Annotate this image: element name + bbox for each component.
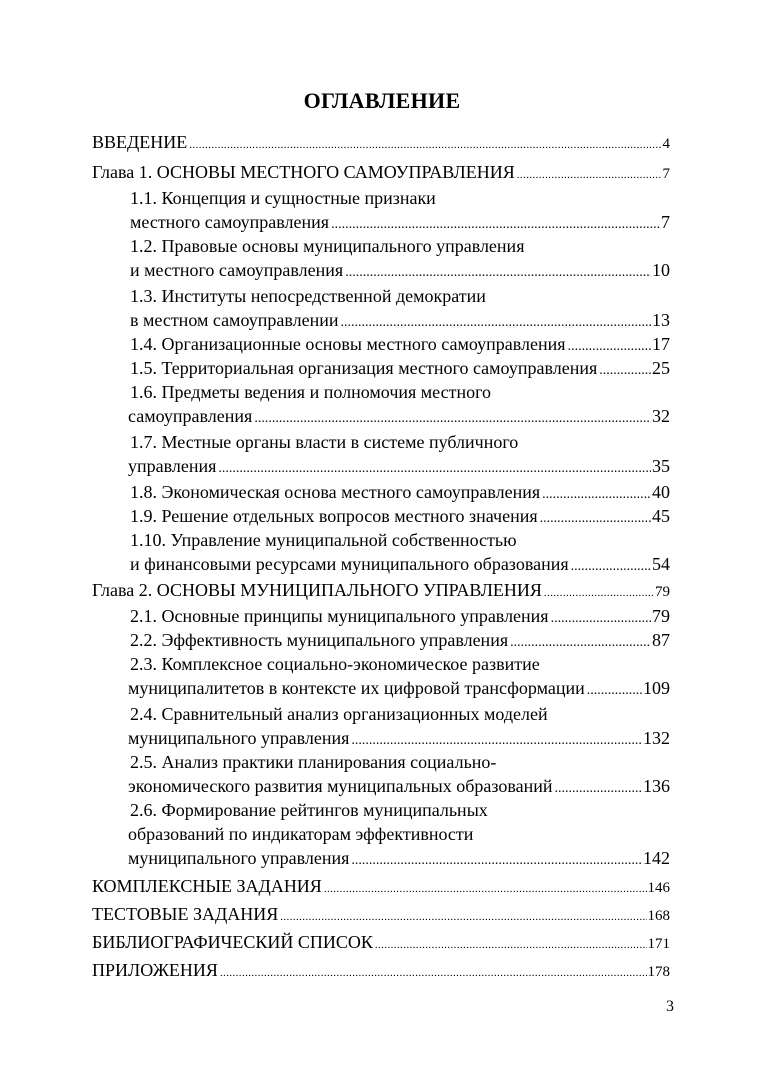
toc-entry-1-6[interactable]	[130, 380, 670, 404]
dot-leader	[189, 133, 661, 157]
toc-entry-2-6[interactable]	[130, 798, 670, 822]
toc-entry-text: 1.1. Концепция и сущностные признаки	[130, 188, 436, 208]
toc-entry-chapter-1[interactable]	[92, 160, 670, 184]
dot-leader	[218, 457, 651, 481]
dot-leader	[324, 877, 647, 901]
toc-entry-1-3[interactable]	[130, 284, 670, 332]
toc-page-number: 171	[647, 936, 670, 952]
toc-page-number: 32	[652, 406, 670, 426]
toc-entry-1-7[interactable]	[130, 430, 670, 454]
toc-entry-1-7-cont[interactable]	[128, 454, 670, 478]
dot-leader	[375, 933, 647, 957]
toc-entry-1-6-cont[interactable]	[128, 404, 670, 428]
toc-page-number: 79	[652, 606, 670, 626]
toc-page-number: 25	[652, 358, 670, 378]
page-number: 3	[666, 998, 674, 1015]
toc-entry-text-cont: образований по индикаторам эффективности	[128, 824, 474, 844]
toc-entry-text-cont: экономического развития муниципальных образований	[128, 776, 553, 796]
toc-entry-1-1[interactable]	[130, 186, 670, 234]
toc-entry-text: 1.5. Территориальная организация местного самоуправления	[130, 358, 598, 378]
toc-entry-text: Глава 1. ОСНОВЫ МЕСТНОГО САМОУПРАВЛЕНИЯ	[92, 162, 515, 182]
dot-leader	[220, 961, 647, 985]
dot-leader	[345, 261, 651, 285]
toc-entry-text: 2.6. Формирование рейтингов муниципальных	[130, 800, 488, 820]
toc-page-number: 17	[652, 334, 670, 354]
toc-entry-2-1[interactable]	[130, 604, 670, 628]
toc-entry-text-cont: в местном самоуправлении	[130, 310, 339, 330]
toc-entry-text-cont: самоуправления	[128, 406, 253, 426]
toc-entry-appendix[interactable]	[92, 958, 670, 982]
toc-page-number: 142	[643, 848, 670, 868]
dot-leader	[351, 849, 642, 873]
toc-entry-text: 1.2. Правовые основы муниципального управления	[130, 236, 525, 256]
toc-page-number: 136	[643, 776, 670, 796]
toc-entry-text: 2.4. Сравнительный анализ организационных моделей	[130, 704, 548, 724]
toc-entry-text-cont: и местного самоуправления	[130, 260, 344, 280]
dot-leader	[517, 163, 662, 187]
dot-leader	[544, 581, 654, 605]
toc-entry-1-2[interactable]	[130, 234, 670, 282]
toc-entry-1-5[interactable]	[130, 356, 670, 380]
toc-entry-2-2[interactable]	[130, 628, 670, 652]
toc-entry-chapter-2[interactable]	[92, 578, 670, 602]
toc-entry-1-9[interactable]	[130, 504, 670, 528]
toc-page-number: 13	[652, 310, 670, 330]
toc-entry-text: 2.2. Эффективность муниципального управления	[130, 630, 509, 650]
toc-entry-1-4[interactable]	[130, 332, 670, 356]
toc-page-number: 40	[652, 482, 670, 502]
dot-leader	[587, 679, 642, 703]
toc-entry-2-4-cont[interactable]	[128, 726, 670, 750]
toc-page-number: 35	[652, 456, 670, 476]
toc-entry-text-cont: муниципального управления	[128, 728, 350, 748]
toc-page-number: 146	[647, 880, 670, 896]
toc-entry-text: 1.7. Местные органы власти в системе публичного	[130, 432, 519, 452]
toc-entry-text: 1.10. Управление муниципальной собственностью	[130, 530, 517, 550]
toc-page-number: 7	[661, 212, 670, 232]
toc-page-number: 87	[652, 630, 670, 650]
toc-entry-text: КОМПЛЕКСНЫЕ ЗАДАНИЯ	[92, 876, 322, 896]
toc-page-number: 178	[647, 964, 670, 980]
toc-entry-text: ВВЕДЕНИЕ	[92, 132, 188, 152]
toc-entry-text: 2.1. Основные принципы муниципального управления	[130, 606, 549, 626]
dot-leader	[571, 555, 651, 579]
toc-entry-2-6-cont[interactable]	[128, 822, 670, 870]
toc-entry-text: БИБЛИОГРАФИЧЕСКИЙ СПИСОК	[92, 932, 373, 952]
toc-entry-complex-tasks[interactable]	[92, 874, 670, 898]
toc-page-number: 10	[652, 260, 670, 280]
toc-entry-text: 2.3. Комплексное социально-экономическое развитие	[130, 654, 540, 674]
toc-page-number: 132	[643, 728, 670, 748]
dot-leader	[280, 905, 646, 929]
toc-entry-1-10[interactable]	[130, 528, 670, 576]
toc-entry-1-8[interactable]	[130, 480, 670, 504]
toc-entry-2-4[interactable]	[130, 702, 670, 726]
toc-page-number: 4	[662, 136, 670, 152]
toc-entry-intro[interactable]	[92, 130, 670, 154]
toc-entry-text: ПРИЛОЖЕНИЯ	[92, 960, 218, 980]
dot-leader	[254, 407, 651, 431]
toc-entry-text-cont: местного самоуправления	[130, 212, 330, 232]
toc-page-number: 79	[655, 584, 670, 600]
toc-entry-test-tasks[interactable]	[92, 902, 670, 926]
toc-entry-text-cont: управления	[128, 456, 217, 476]
toc-entry-text: 1.3. Институты непосредственной демократии	[130, 286, 486, 306]
toc-entry-text: Глава 2. ОСНОВЫ МУНИЦИПАЛЬНОГО УПРАВЛЕНИЯ	[92, 580, 542, 600]
toc-page-number: 54	[652, 554, 670, 574]
toc-entry-bibliography[interactable]	[92, 930, 670, 954]
toc-entry-text-cont: муниципалитетов в контексте их цифровой трансформации	[128, 678, 585, 698]
toc-entry-2-3-cont[interactable]	[128, 676, 670, 700]
toc-entry-2-5-cont[interactable]	[128, 774, 670, 798]
toc-entry-text: ТЕСТОВЫЕ ЗАДАНИЯ	[92, 904, 279, 924]
page-title: ОГЛАВЛЕНИЕ	[303, 88, 461, 113]
toc-entry-2-5[interactable]	[130, 750, 670, 774]
toc-entry-text: 1.6. Предметы ведения и полномочия местного	[130, 382, 492, 402]
toc-page-number: 7	[662, 166, 670, 182]
toc-entry-text-cont: и финансовыми ресурсами муниципального образования	[130, 554, 569, 574]
toc-entry-text: 1.9. Решение отдельных вопросов местного значения	[130, 506, 538, 526]
toc-page-number: 168	[647, 908, 670, 924]
toc-page-number: 109	[643, 678, 670, 698]
toc-entry-text: 1.8. Экономическая основа местного самоуправления	[130, 482, 541, 502]
toc-entry-text-cont: муниципального управления	[128, 848, 350, 868]
toc-page-number: 45	[652, 506, 670, 526]
toc-entry-2-3[interactable]	[130, 652, 670, 676]
toc-entry-text: 1.4. Организационные основы местного самоуправления	[130, 334, 566, 354]
toc-entry-text: 2.5. Анализ практики планирования социально-	[130, 752, 497, 772]
